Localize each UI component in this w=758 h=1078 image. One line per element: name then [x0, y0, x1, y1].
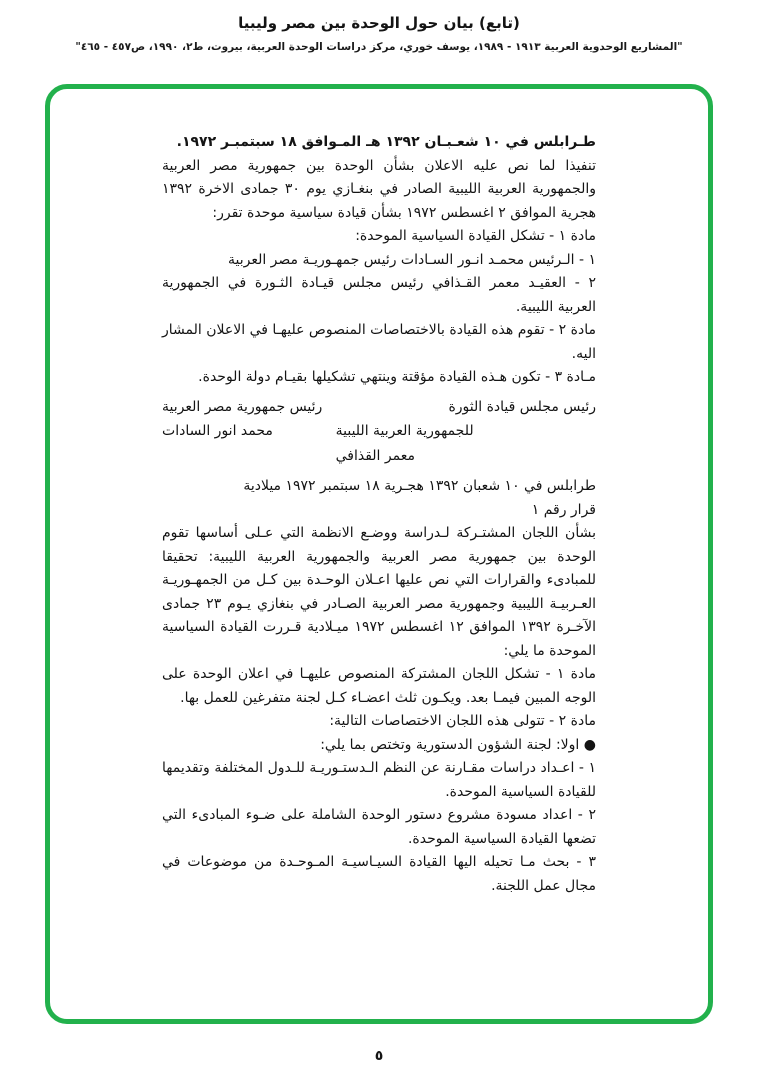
paragraph-task-1: ١ - اعـداد دراسات مقـارنة عن النظم الـدستـوريـة للـدول المختلفة وتقديمها للقيادة السياسية الموحدة. [162, 760, 596, 800]
paragraph-dateline-2: طرابلس في ١٠ شعبان ١٣٩٢ هجـرية ١٨ سبتمبر ١٩٧٢ ميلادية [243, 478, 596, 494]
paragraph-item-2-gaddafi: ٢ - العقيـد معمر القـذافي رئيس مجلس قيـادة الثـورة في الجمهورية العربية الليبية. [162, 275, 596, 315]
page-number: ٥ [374, 1048, 384, 1064]
paragraph-task-2: ٢ - اعداد مسودة مشروع دستور الوحدة الشاملة على ضـوء المبادىء التي تضعها القيادة السياسية الموحدة. [162, 807, 596, 847]
paragraph-decree-number: قرار رقم ١ [531, 501, 596, 518]
signature-libya [336, 395, 596, 469]
paragraph-dateline: طـرابلس في ١٠ شعـبـان ١٣٩٢ هـ المـوافق ١٨ سبتمبـر ١٩٧٢. [176, 134, 596, 150]
signature-egypt-name: محمد انور السادات [162, 423, 273, 439]
signature-libya-subtitle: للجمهورية العربية الليبية [335, 423, 474, 439]
paragraph-task-3: ٣ - بحث مـا تحيله اليها القيادة السيـاسيـة المـوحـدة من موضوعات في مجال عمل اللجنة. [162, 854, 596, 894]
paragraph-decree-preamble: بشأن اللجان المشتـركة لـدراسة ووضـع الانظمة التي عـلى أساسها تقوم الوحدة بين جمهورية مصر العربية والجمهورية العربية الليبية: تحقيقا للمبادىء والقرارات التي نص عليها اعـلان الوحـدة بين كـل من الجمهـوريـة العـربيـة الليبية وجمهورية مصر العربية الصـادر في بنغازي يـوم ٢٣ جمادى الآخـرة ١٣٩٢ الموافق ١٢ اغسطس ١٩٧٢ ميـلادية قـررت القيادة السياسية الموحدة ما يلي: [162, 525, 597, 659]
paragraph-decree-article-1: مادة ١ - تشكل اللجان المشتركة المنصوص عليهـا في اعلان الوحدة على الوجه المبين فيمـا بعد. ويكـون ثلث اعضـاء كـل لجنة متفرغين للعمل بها. [162, 666, 596, 706]
signature-libya-title: رئيس مجلس قيادة الثورة [448, 398, 596, 415]
page-footer [0, 1045, 758, 1064]
green-frame [45, 84, 713, 1024]
signature-egypt-title: رئيس جمهورية مصر العربية [162, 398, 323, 415]
document-citation: "المشاريع الوحدوية العربية ١٩١٣ - ١٩٨٩، يوسف خوري، مركز دراسات الوحدة العربية، بيروت، ط٢، ١٩٩٠، ص٤٥٧ - ٤٦٥" [75, 41, 683, 53]
document-header [0, 14, 758, 53]
paragraph-article-1: مادة ١ - تشكل القيادة السياسية الموحدة: [355, 228, 596, 244]
paragraph-committee-heading: ● اولا: لجنة الشؤون الدستورية وتختص بما يلي: [320, 736, 596, 753]
paragraph-decree-article-2: مادة ٢ - تتولى هذه اللجان الاختصاصات التالية: [329, 713, 596, 729]
document-body [162, 131, 596, 898]
paragraph-preamble: تنفيذا لما نص عليه الاعلان بشأن الوحدة بين جمهورية مصر العربية والجمهورية العربية الليبية الصادر في بنغـازي يوم ٣٠ جمادى الاخرة ١٣٩٢ هجرية الموافق ٢ اغسطس ١٩٧٢ بشأن قيادة سياسية موحدة تقرر: [162, 157, 596, 221]
document-title: (تابع) بيان حول الوحدة بين مصر وليبيا [238, 14, 520, 32]
signature-block [162, 395, 596, 469]
paragraph-article-3: مـادة ٣ - تكون هـذه القيادة مؤقتة وينتهي تشكيلها بقيـام دولة الوحدة. [198, 369, 596, 385]
paragraph-article-2: مادة ٢ - تقوم هذه القيادة بالاختصاصات المنصوص عليهـا في الاعلان المشار اليه. [162, 322, 596, 362]
signature-egypt [162, 395, 336, 469]
signature-libya-name: معمر القذافي [335, 447, 415, 464]
paragraph-item-1-sadat: ١ - الـرئيس محمـد انـور السـادات رئيس جمهـوريـة مصر العربية [227, 251, 596, 268]
